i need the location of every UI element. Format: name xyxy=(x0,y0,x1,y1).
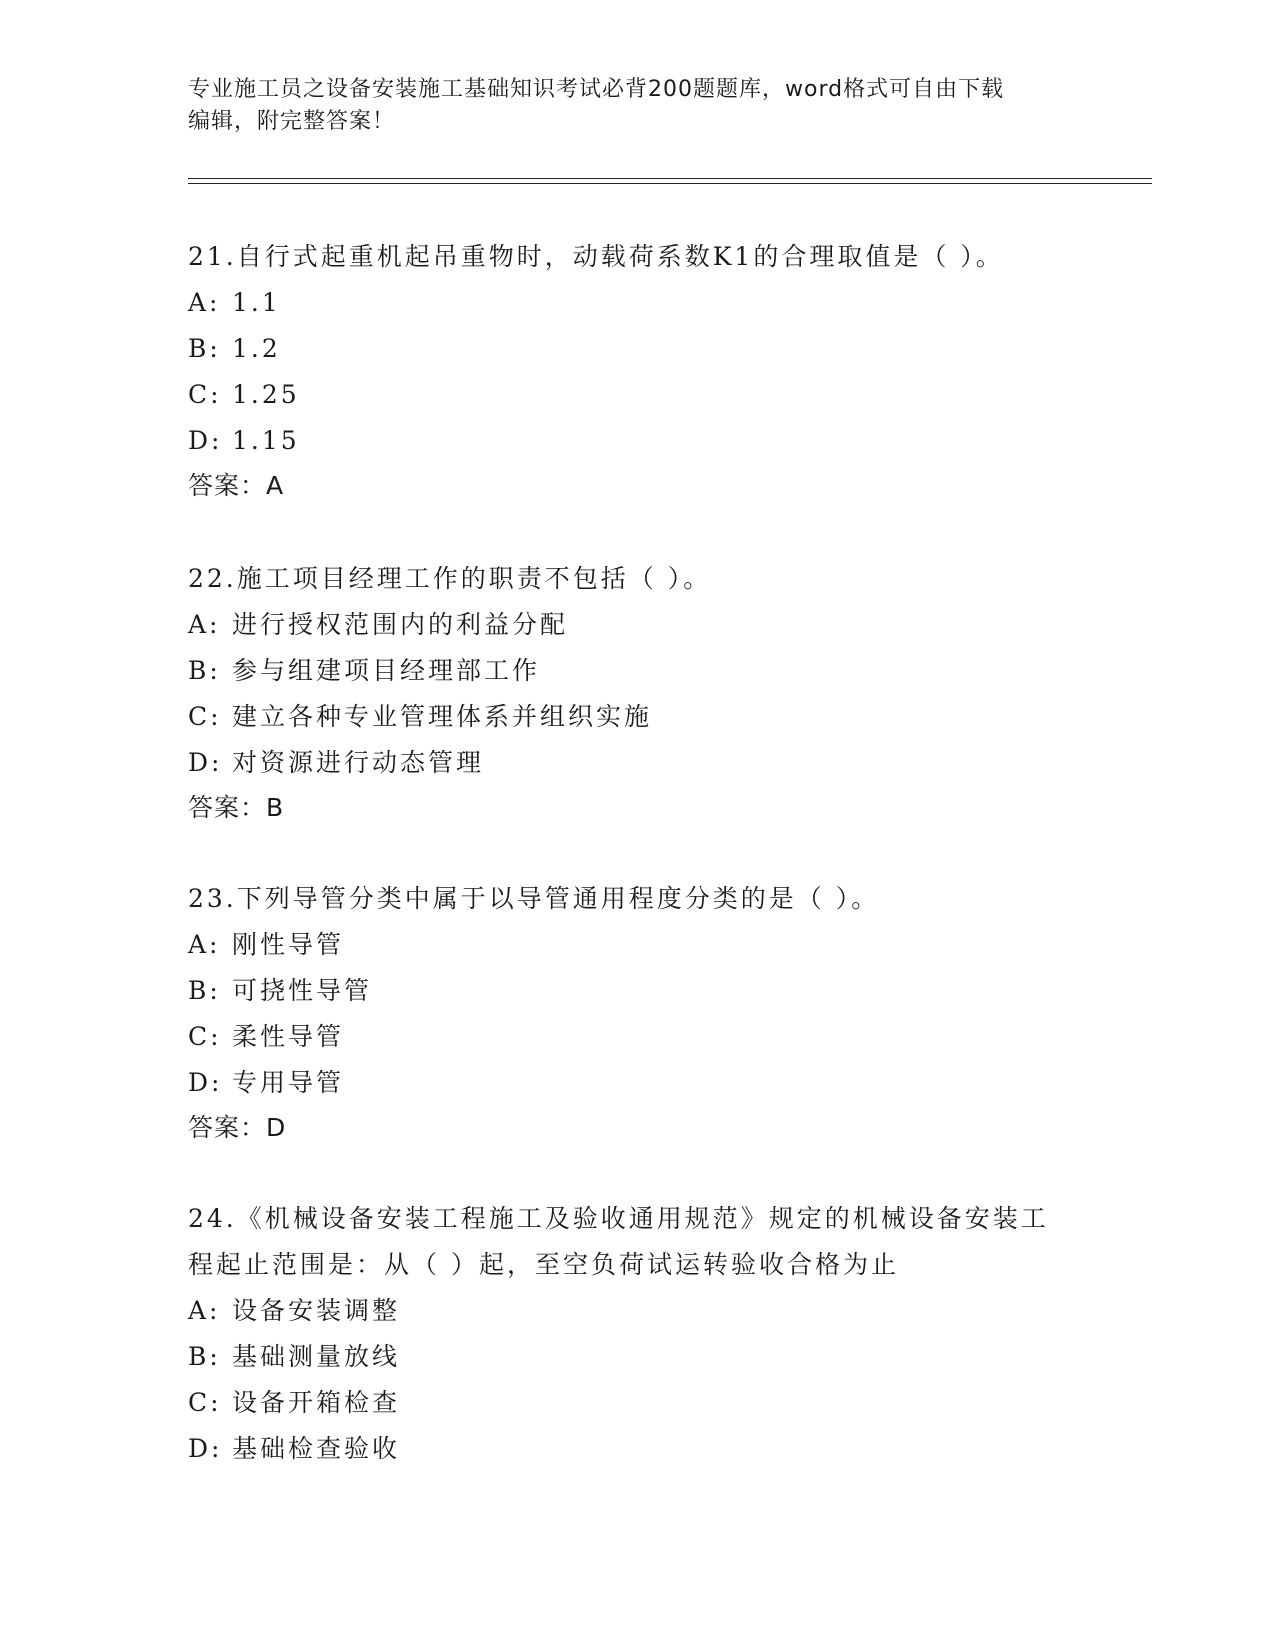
option-text: 柔性导管 xyxy=(232,1022,345,1051)
option-text: 1.1 xyxy=(232,288,281,317)
option-a xyxy=(188,280,1088,326)
option-letter: B: xyxy=(188,334,221,363)
question-23 xyxy=(188,876,1088,1150)
option-text: 对资源进行动态管理 xyxy=(232,748,485,777)
option-d xyxy=(188,1060,1088,1106)
question-21 xyxy=(188,234,1088,508)
option-letter: C: xyxy=(188,380,222,409)
option-letter: C: xyxy=(188,702,222,731)
option-letter: A: xyxy=(188,610,221,639)
option-c xyxy=(188,372,1088,418)
option-a xyxy=(188,1288,1088,1334)
option-letter: B: xyxy=(188,976,221,1005)
question-stem-line-2: 程起止范围是：从（ ）起，至空负荷试运转验收合格为止 xyxy=(188,1250,899,1279)
option-letter: C: xyxy=(188,1022,222,1051)
option-letter: A: xyxy=(188,288,221,317)
option-c xyxy=(188,1380,1088,1426)
header-divider-bottom xyxy=(188,183,1152,184)
option-c xyxy=(188,1014,1088,1060)
option-text: 建立各种专业管理体系并组织实施 xyxy=(232,702,653,731)
option-text: 设备安装调整 xyxy=(232,1296,401,1325)
option-letter: D: xyxy=(188,1068,223,1097)
option-b xyxy=(188,1334,1088,1380)
option-text: 进行授权范围内的利益分配 xyxy=(232,610,569,639)
option-letter: A: xyxy=(188,1296,221,1325)
document-header xyxy=(188,74,1088,138)
option-b xyxy=(188,648,1088,694)
option-d xyxy=(188,418,1088,464)
option-a xyxy=(188,922,1088,968)
option-text: 设备开箱检查 xyxy=(232,1388,401,1417)
option-d xyxy=(188,1426,1088,1472)
question-22 xyxy=(188,556,1088,830)
option-text: 专用导管 xyxy=(232,1068,345,1097)
question-stem: 22.施工项目经理工作的职责不包括（ ）。 xyxy=(188,564,712,593)
option-letter: A: xyxy=(188,930,221,959)
option-letter: B: xyxy=(188,656,221,685)
option-a xyxy=(188,602,1088,648)
answer-line: 答案：D xyxy=(188,1113,287,1142)
option-d xyxy=(188,740,1088,786)
option-text: 可挠性导管 xyxy=(232,976,373,1005)
question-stem-line-1: 24.《机械设备安装工程施工及验收通用规范》规定的机械设备安装工 xyxy=(188,1204,1049,1233)
option-text: 刚性导管 xyxy=(232,930,345,959)
question-24 xyxy=(188,1196,1088,1472)
option-letter: D: xyxy=(188,748,223,777)
answer-line: 答案：A xyxy=(188,471,285,500)
option-c xyxy=(188,694,1088,740)
option-text: 参与组建项目经理部工作 xyxy=(232,656,541,685)
option-b xyxy=(188,968,1088,1014)
option-letter: D: xyxy=(188,426,223,455)
option-text: 1.25 xyxy=(232,380,300,409)
question-stem: 23.下列导管分类中属于以导管通用程度分类的是（ ）。 xyxy=(188,884,880,913)
option-text: 基础检查验收 xyxy=(232,1434,401,1463)
option-letter: B: xyxy=(188,1342,221,1371)
header-divider-top xyxy=(188,178,1152,179)
option-b xyxy=(188,326,1088,372)
header-line-1: 专业施工员之设备安装施工基础知识考试必背200题题库，word格式可自由下载 xyxy=(188,77,1005,102)
option-text: 基础测量放线 xyxy=(232,1342,401,1371)
question-stem: 21.自行式起重机起吊重物时，动载荷系数K1的合理取值是（ ）。 xyxy=(188,242,1004,271)
option-text: 1.2 xyxy=(232,334,281,363)
option-letter: C: xyxy=(188,1388,222,1417)
answer-line: 答案：B xyxy=(188,793,285,822)
header-line-2: 编辑，附完整答案！ xyxy=(188,109,396,134)
option-letter: D: xyxy=(188,1434,223,1463)
option-text: 1.15 xyxy=(232,426,300,455)
